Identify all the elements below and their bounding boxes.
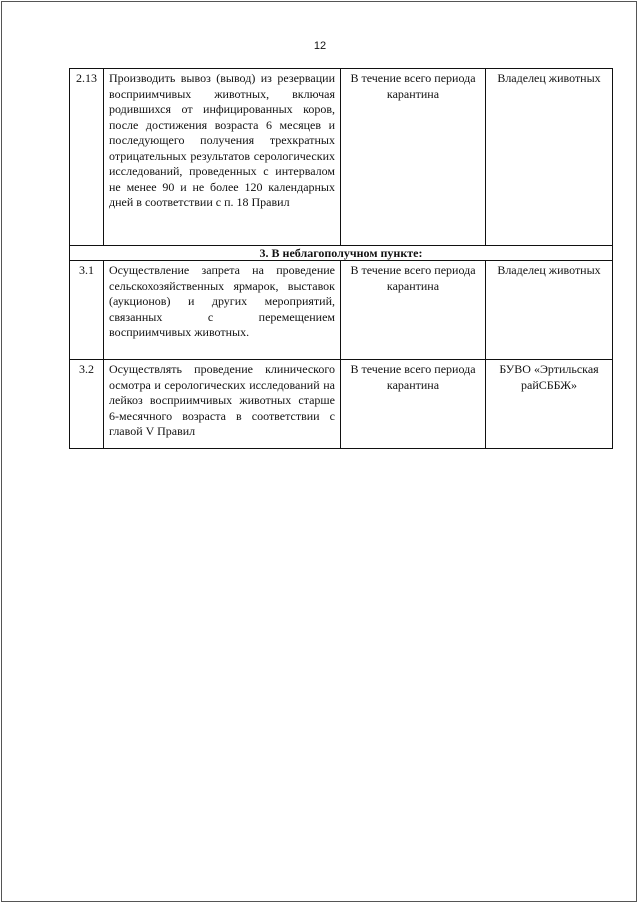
row-term: В течение всего периода карантина xyxy=(341,69,486,246)
row-responsible: Владелец животных xyxy=(486,261,613,360)
table-row xyxy=(70,261,613,360)
row-term: В течение всего периода карантина xyxy=(341,360,486,449)
row-action: Осуществление запрета на проведение сельскохозяйственных ярмарок, выставок (аукционов) и других мероприятий, связанных с перемещением восприимчивых животных. xyxy=(104,261,341,360)
row-action: Осуществлять проведение клинического осмотра и серологических исследований на лейкоз восприимчивых животных старше 6-месячного возраста в соответствии с главой V Правил xyxy=(104,360,341,449)
row-term: В течение всего периода карантина xyxy=(341,261,486,360)
table-row xyxy=(70,360,613,449)
row-number: 3.1 xyxy=(70,261,104,360)
page-number: 12 xyxy=(313,40,327,52)
row-responsible: Владелец животных xyxy=(486,69,613,246)
section-header-row xyxy=(70,246,613,261)
measures-table xyxy=(69,68,613,449)
table-row xyxy=(70,69,613,246)
section-title: 3. В неблагополучном пункте: xyxy=(70,246,613,261)
row-number: 2.13 xyxy=(70,69,104,246)
row-action: Производить вывоз (вывод) из резервации восприимчивых животных, включая родившихся от инфицированных коров, после достижения возраста 6 месяцев и последующего получения трехкратных отрицательных результатов серологических исследований, проведенных с интервалом не менее 90 и не более 120 календарных дней в соответствии с п. 18 Правил xyxy=(104,69,341,246)
row-number: 3.2 xyxy=(70,360,104,449)
row-responsible: БУВО «Эртильская райСББЖ» xyxy=(486,360,613,449)
